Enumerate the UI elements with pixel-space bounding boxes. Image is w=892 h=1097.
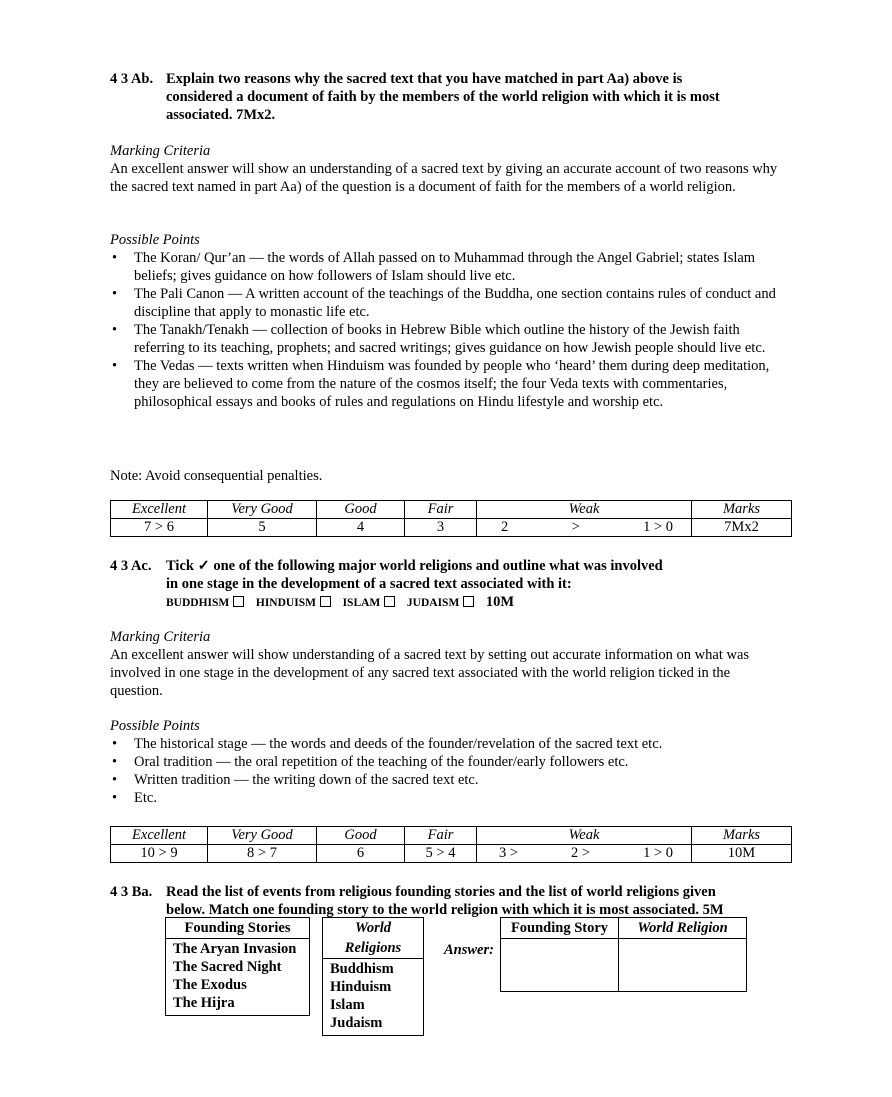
list-item: Buddhism — [330, 961, 394, 977]
list-item: The Hijra — [173, 995, 235, 1011]
question-marks: 10M — [485, 594, 515, 610]
table-header: World Religion — [619, 918, 747, 939]
possible-points-ab — [110, 231, 785, 411]
table-cell: 7 > 6 — [111, 519, 208, 537]
religion-options — [110, 593, 663, 612]
weak-value: 1 > 0 — [643, 519, 673, 535]
checkbox[interactable] — [233, 596, 244, 607]
list-item: Judaism — [330, 1015, 383, 1031]
question-number: 4 3 Ba. — [110, 884, 153, 900]
table-cell: 7Mx2 — [692, 519, 792, 537]
table-header: Marks — [692, 827, 792, 845]
points-heading: Possible Points — [110, 718, 200, 734]
option-label: BUDDHISM — [166, 597, 230, 609]
table-cell: 6 — [317, 845, 405, 863]
list-item: • The Pali Canon — A written account of the teachings of the Buddha, one section contains rules of conduct and discipline that apply to monastic life etc. — [110, 285, 785, 321]
table-cell: 3 — [405, 519, 477, 537]
option-label: JUDAISM — [406, 597, 460, 609]
list-item: The Aryan Invasion — [173, 941, 297, 957]
table-cell: 8 > 7 — [208, 845, 317, 863]
weak-value: 1 > 0 — [643, 845, 673, 861]
marking-criteria-ab — [110, 142, 785, 196]
question-ac — [110, 557, 663, 612]
criteria-heading: Marking Criteria — [110, 629, 211, 645]
world-religions-table — [322, 917, 424, 1036]
table-header: Fair — [405, 501, 477, 519]
question-number: 4 3 Ab. — [110, 71, 154, 87]
table-header: World Religions — [323, 918, 424, 959]
answer-label: Answer: — [444, 942, 494, 958]
list-item: • Written tradition — the writing down of the sacred text etc. — [110, 771, 785, 789]
table-cell — [323, 959, 424, 1036]
checkbox[interactable] — [320, 596, 331, 607]
list-item: • The Koran/ Qur’an — the words of Allah passed on to Muhammad through the Angel Gabriel; states Islam beliefs; gives guidance on how followers of Islam should live etc. — [110, 249, 785, 285]
points-heading: Possible Points — [110, 232, 200, 248]
list-item: • Oral tradition — the oral repetition of the teaching of the founder/early followers etc. — [110, 753, 785, 771]
table-header: Weak — [477, 827, 692, 845]
table-cell — [166, 939, 310, 1016]
question-text-line: Tick ✓ one of the following major world religions and outline what was involved — [166, 558, 663, 574]
table-cell — [477, 519, 692, 537]
answer-world-religion-cell[interactable] — [619, 939, 747, 992]
table-cell: 10M — [692, 845, 792, 863]
weak-value: 2 — [501, 519, 509, 535]
question-text-line: associated. 7Mx2. — [166, 107, 276, 123]
marks-table-ac — [110, 826, 792, 863]
list-item: • Etc. — [110, 789, 785, 807]
list-item: • The historical stage — the words and deeds of the founder/revelation of the sacred text etc. — [110, 735, 785, 753]
table-cell: 10 > 9 — [111, 845, 208, 863]
list-item: The Sacred Night — [173, 959, 282, 975]
possible-points-ac — [110, 717, 785, 807]
checkbox[interactable] — [463, 596, 474, 607]
marking-criteria-ac — [110, 628, 785, 700]
table-header: Fair — [405, 827, 477, 845]
founding-stories-table — [165, 917, 310, 1016]
table-header: Weak — [477, 501, 692, 519]
list-item: Islam — [330, 997, 365, 1013]
table-cell — [477, 845, 692, 863]
table-header: Good — [317, 827, 405, 845]
question-ab — [110, 70, 720, 124]
table-header: Founding Stories — [166, 918, 310, 939]
table-header: Founding Story — [501, 918, 619, 939]
table-cell: 5 > 4 — [405, 845, 477, 863]
answer-founding-story-cell[interactable] — [501, 939, 619, 992]
weak-value: > — [571, 519, 580, 535]
weak-value: 3 > — [499, 845, 519, 861]
list-item: • The Vedas — texts written when Hinduism was founded by people who ‘heard’ them during deep meditation, they are believed to come from the nature of the cosmos itself; the four Veda texts with commentaries, philosophical essays and books of rules and regulations on Hindu lifestyle and worship etc. — [110, 357, 785, 411]
list-item: • The Tanakh/Tenakh — collection of books in Hebrew Bible which outline the history of the Jewish faith referring to its teaching, prophets; and sacred writings; gives guidance on how Jewish people should live etc. — [110, 321, 785, 357]
answer-table — [500, 917, 747, 992]
weak-value: 2 > — [571, 845, 591, 861]
note: Note: Avoid consequential penalties. — [110, 468, 323, 484]
table-cell: 5 — [208, 519, 317, 537]
list-item: The Exodus — [173, 977, 247, 993]
option-label: ISLAM — [342, 597, 381, 609]
table-header: Good — [317, 501, 405, 519]
criteria-text: An excellent answer will show understanding of a sacred text by setting out accurate information on what was involved in one stage in the development of any sacred text associated with the world religion ticked in the question. — [110, 647, 750, 699]
question-text-line: considered a document of faith by the members of the world religion with which it is most — [166, 89, 720, 105]
question-text-line: below. Match one founding story to the world religion with which it is most associated. 5M — [166, 902, 724, 918]
question-text-line: in one stage in the development of a sacred text associated with it: — [166, 576, 572, 592]
table-header: Excellent — [111, 501, 208, 519]
option-label: HINDUISM — [255, 597, 316, 609]
table-header: Marks — [692, 501, 792, 519]
question-ba — [110, 883, 724, 919]
marks-table-ab — [110, 500, 792, 537]
checkbox[interactable] — [384, 596, 395, 607]
table-header: Excellent — [111, 827, 208, 845]
question-text-line: Explain two reasons why the sacred text that you have matched in part Aa) above is — [166, 71, 683, 87]
question-text-line: Read the list of events from religious founding stories and the list of world religions given — [166, 884, 716, 900]
table-header: Very Good — [208, 827, 317, 845]
criteria-text: An excellent answer will show an understanding of a sacred text by giving an accurate account of two reasons why the sacred text named in part Aa) of the question is a document of faith for the members of a world religion. — [110, 161, 778, 195]
question-number: 4 3 Ac. — [110, 558, 152, 574]
table-cell: 4 — [317, 519, 405, 537]
list-item: Hinduism — [330, 979, 392, 995]
criteria-heading: Marking Criteria — [110, 143, 211, 159]
table-header: Very Good — [208, 501, 317, 519]
